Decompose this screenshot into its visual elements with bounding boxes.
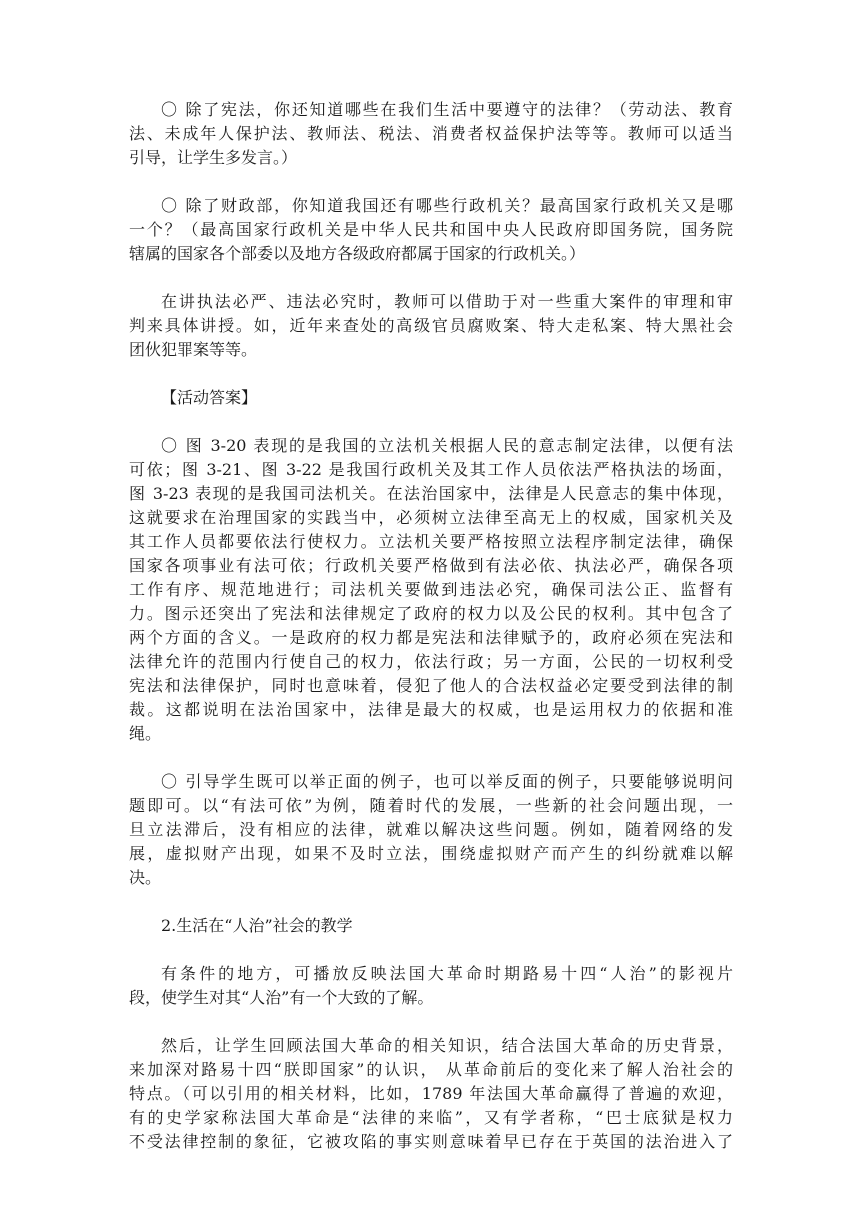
text-line: 工作有序、规范地进行；司法机关要做到违法必究，确保司法公正、监督有: [129, 580, 733, 599]
text-line: 〇 引导学生既可以举正面的例子，也可以举反面的例子，只要能够说明问: [161, 772, 733, 791]
paragraph-french-revolution: [129, 1034, 733, 1154]
text-line: 判来具体讲授。如，近年来查处的高级官员腐败案、特大走私案、特大黑社会: [129, 316, 733, 335]
text-line: 旦立法滞后，没有相应的法律，就难以解决这些问题。例如，随着网络的发: [129, 820, 733, 839]
text-line: 引导，让学生多发言。）: [129, 148, 298, 167]
text-line: 〇 除了宪法，你还知道哪些在我们生活中要遵守的法律？（劳动法、教育: [161, 100, 733, 119]
text-line: 有的史学家称法国大革命是“法律的来临”，又有学者称，“巴士底狱是权力: [129, 1108, 733, 1127]
text-line: 力。图示还突出了宪法和法律规定了政府的权力以及公民的权利。其中包含了: [129, 604, 733, 623]
text-line: 然后，让学生回顾法国大革命的相关知识，结合法国大革命的历史背景，: [161, 1036, 733, 1055]
text-line: 国家各项事业有法可依；行政机关要严格做到有法必依、执法必严，确保各项: [129, 556, 733, 575]
text-line: 两个方面的含义。一是政府的权力都是宪法和法律赋予的，政府必须在宪法和: [129, 628, 733, 647]
text-line: 决。: [129, 868, 162, 887]
paragraph-figure-explanation: [129, 434, 733, 746]
document-page: [129, 98, 733, 1178]
text-line: 可依；图 3-21、图 3-22 是我国行政机关及其工作人员依法严格执法的场面，: [129, 460, 733, 479]
paragraph-other-laws: [129, 98, 733, 170]
text-line: 来加深对路易十四“朕即国家”的认识， 从革命前后的变化来了解人治社会的: [129, 1060, 733, 1079]
text-line: 宪法和法律保护，同时也意味着，侵犯了他人的合法权益必定要受到法律的制: [129, 676, 733, 695]
paragraph-examples-guidance: [129, 770, 733, 890]
text-line: 展，虚拟财产出现，如果不及时立法，围绕虚拟财产而产生的纠纷就难以解: [129, 844, 733, 863]
section-heading-rule-of-man: 2.生活在“人治”社会的教学: [161, 916, 353, 935]
text-line: 在讲执法必严、违法必究时，教师可以借助于对一些重大案件的审理和审: [161, 292, 733, 311]
text-line: 特点。（可以引用的相关材料，比如，1789 年法国大革命赢得了普遍的欢迎，: [129, 1084, 733, 1103]
text-line: 法律允许的范围内行使自己的权力，依法行政；另一方面，公民的一切权利受: [129, 652, 733, 671]
text-line: 〇 除了财政部，你知道我国还有哪些行政机关？最高国家行政机关又是哪: [161, 196, 733, 215]
text-line: 团伙犯罪案等等。: [129, 340, 258, 359]
text-line: 其工作人员都要依法行使权力。立法机关要严格按照立法程序制定法律，确保: [129, 532, 733, 551]
paragraph-film-clips: [129, 962, 733, 1010]
text-line: 法、未成年人保护法、教师法、税法、消费者权益保护法等等。教师可以适当: [129, 124, 733, 143]
text-line: 绳。: [129, 724, 162, 743]
text-line: 段，使学生对其“人治”有一个大致的了解。: [129, 988, 434, 1007]
text-line: 有条件的地方，可播放反映法国大革命时期路易十四“人治”的影视片: [161, 964, 733, 983]
text-line: 〇 图 3-20 表现的是我国的立法机关根据人民的意志制定法律，以便有法: [161, 436, 733, 455]
text-line: 不受法律控制的象征，它被攻陷的事实则意味着早已存在于英国的法治进入了: [129, 1132, 733, 1151]
text-line: 辖属的国家各个部委以及地方各级政府都属于国家的行政机关。）: [129, 244, 586, 263]
paragraph-administrative-organs: [129, 194, 733, 266]
text-line: 图 3-23 表现的是我国司法机关。在法治国家中，法律是人民意志的集中体现，: [129, 484, 733, 503]
text-line: 题即可。以“有法可依”为例，随着时代的发展，一些新的社会问题出现，一: [129, 796, 733, 815]
text-line: 这就要求在治理国家的实践当中，必须树立法律至高无上的权威，国家机关及: [129, 508, 733, 527]
paragraph-law-enforcement: [129, 290, 733, 362]
section-heading-activity-answers: 【活动答案】: [161, 388, 258, 407]
text-line: 一个？（最高国家行政机关是中华人民共和国中央人民政府即国务院，国务院: [129, 220, 733, 239]
text-line: 裁。这都说明在法治国家中，法律是最大的权威，也是运用权力的依据和准: [129, 700, 733, 719]
